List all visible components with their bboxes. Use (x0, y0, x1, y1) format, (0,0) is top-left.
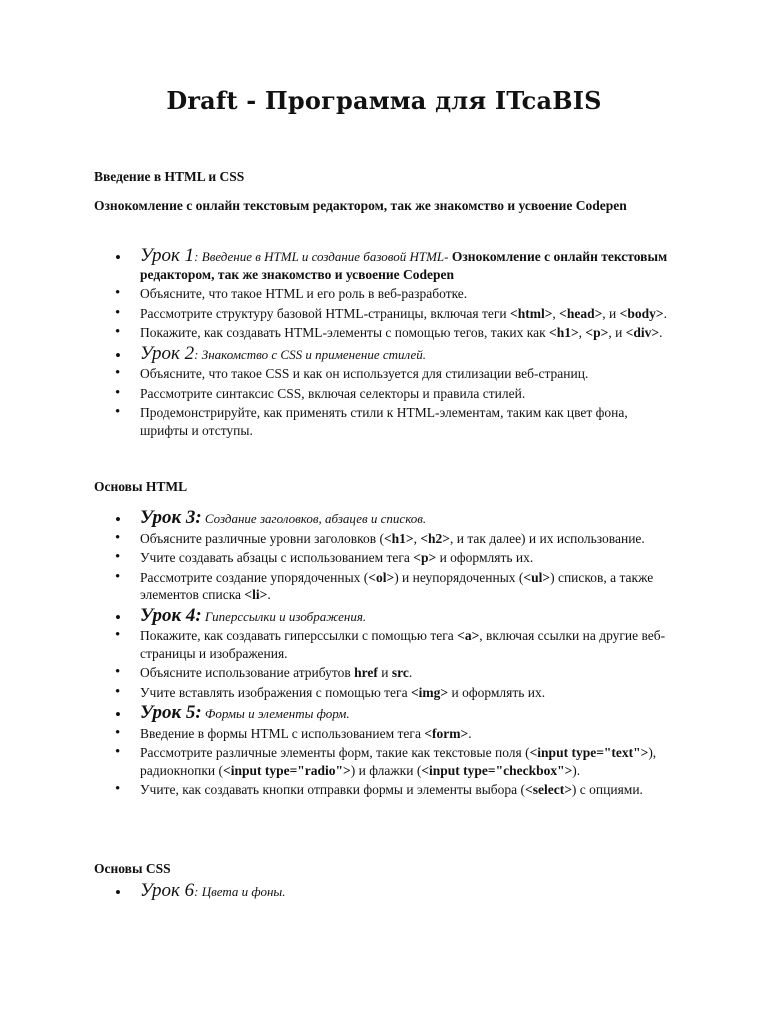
tag-code: href (354, 665, 378, 680)
item-text: , включая ссылки на другие веб-страницы и изображения. (140, 628, 666, 661)
list-item (113, 385, 673, 403)
item-text: . (663, 305, 667, 321)
list-item (113, 530, 673, 548)
item-text: Объясните использование атрибутов (140, 665, 355, 680)
list-item (113, 285, 673, 303)
tag-code: <h1> (549, 325, 579, 340)
tag-code: <input type="radio"> (223, 762, 351, 778)
list-item (113, 744, 673, 779)
tag-code: <select> (525, 782, 572, 797)
list-item (113, 404, 673, 439)
lesson-list-1 (113, 244, 673, 441)
list-item (113, 781, 673, 799)
item-text: Покажите, как создавать HTML-элементы с помощью тегов, таких как (140, 325, 550, 340)
lesson-2-item (113, 342, 673, 364)
lesson-1-item (113, 247, 673, 283)
tag-code: <body> (619, 305, 664, 321)
tag-code: <p> (413, 550, 437, 565)
item-text: ), радиокнопки ( (140, 745, 657, 778)
tag-code: <div> (625, 325, 660, 340)
item-text: , (578, 325, 586, 340)
item-text: Введение в формы HTML с использованием тега (140, 725, 425, 741)
lesson-5-item (113, 704, 673, 723)
list-item (113, 627, 673, 662)
lesson-6-number: Урок 6 (140, 880, 195, 901)
intro-paragraph: Ознокомление с онлайн текстовым редактором, так же знакомство и усвоение Codepen (94, 198, 627, 213)
item-text: . (267, 587, 271, 602)
tag-code: src (391, 665, 409, 680)
tag-code: <input type="text"> (529, 745, 649, 760)
list-item (113, 684, 673, 702)
lesson-3-description: Создание заголовков, абзацев и списков. (201, 511, 427, 526)
page-title: Draft - Программа для ITcaBIS (166, 86, 602, 115)
lesson-6-description: : Цвета и фоны. (194, 884, 286, 899)
lesson-4-description: Гиперссылки и изображения. (201, 608, 367, 624)
item-text: , и (608, 325, 626, 340)
item-text: Рассмотрите различные элементы форм, такие как текстовые поля ( (140, 745, 530, 760)
item-text: . (408, 665, 413, 680)
lesson-2-number: Урок 2 (140, 342, 195, 364)
item-text: ). (572, 762, 581, 778)
item-text: , (413, 530, 421, 546)
tag-code: <li> (244, 587, 268, 602)
tag-code: <p> (585, 325, 609, 340)
tag-code: <html> (510, 305, 553, 321)
list-item (113, 365, 673, 383)
list-item (113, 305, 673, 323)
tag-code: <head> (559, 305, 603, 321)
item-text: Объясните, что такое CSS и как он используется для стилизации веб-страниц. (140, 366, 589, 381)
list-item (113, 664, 673, 682)
tag-code: <input type="checkbox"> (421, 762, 573, 778)
tag-code: <form> (424, 725, 469, 741)
item-text: ) и флажки ( (350, 762, 422, 778)
lesson-list-3 (113, 879, 673, 903)
item-text: и (377, 665, 392, 680)
item-text: Учите, как создавать кнопки отправки формы и элементы выбора ( (140, 782, 526, 797)
section-heading-html: Основы HTML (94, 479, 188, 494)
item-text: Учите вставлять изображения с помощью тега (140, 684, 411, 700)
tag-code: <h1> (383, 530, 414, 546)
item-text: . (659, 325, 663, 340)
lesson-4-item (113, 604, 673, 626)
lesson-6-item (113, 882, 673, 901)
item-text: Рассмотрите создание упорядоченных ( (140, 569, 369, 585)
section-heading-intro: Введение в HTML и CSS (94, 169, 245, 184)
list-item (113, 725, 673, 743)
item-text: , и так далее) и их использование. (450, 530, 645, 546)
item-text: и оформлять их. (436, 550, 534, 565)
tag-code: <h2> (420, 530, 451, 546)
item-text: Объясните различные уровни заголовков ( (140, 530, 384, 546)
item-text: , и (602, 305, 620, 321)
lesson-5-description: Формы и элементы форм. (201, 706, 350, 721)
list-item (113, 569, 673, 604)
tag-code: <ol> (368, 569, 395, 585)
item-text: Рассмотрите синтаксис CSS, включая селекторы и правила стилей. (140, 385, 526, 401)
list-item (113, 549, 673, 567)
list-item (113, 324, 673, 342)
lesson-1-extra: Ознокомление с онлайн текстовым редактором, так же знакомство и усвоение Codepen (140, 249, 668, 282)
lesson-1-number: Урок 1 (140, 245, 195, 266)
item-text: Объясните, что такое HTML и его роль в веб-разработке. (140, 286, 468, 301)
lesson-3-item (113, 509, 673, 528)
item-text: Продемонстрируйте, как применять стили к HTML-элементам, таким как цвет фона, шрифты и отступы. (140, 405, 628, 438)
lesson-4-number: Урок 4: (140, 604, 202, 626)
tag-code: <ul> (523, 569, 551, 585)
lesson-5-number: Урок 5: (140, 702, 202, 723)
lesson-3-number: Урок 3: (140, 507, 202, 528)
lesson-1-description: : Введение в HTML и создание базовой HTML- (194, 249, 449, 264)
lesson-list-2 (113, 506, 673, 801)
item-text: ) и неупорядоченных ( (394, 569, 524, 585)
lesson-2-description: : Знакомство с CSS и применение стилей. (194, 346, 427, 362)
tag-code: <a> (457, 628, 480, 643)
item-text: Рассмотрите структуру базовой HTML-страницы, включая теги (140, 305, 510, 321)
item-text: Покажите, как создавать гиперссылки с помощью тега (140, 628, 458, 643)
tag-code: <img> (410, 684, 449, 700)
item-text: . (468, 725, 472, 741)
section-heading-css: Основы CSS (94, 861, 171, 876)
item-text: и оформлять их. (448, 684, 546, 700)
item-text: , (552, 305, 560, 321)
item-text: ) списков, а также элементов списка (140, 569, 654, 602)
item-text: Учите создавать абзацы с использованием тега (140, 550, 414, 565)
item-text: ) с опциями. (571, 782, 643, 797)
